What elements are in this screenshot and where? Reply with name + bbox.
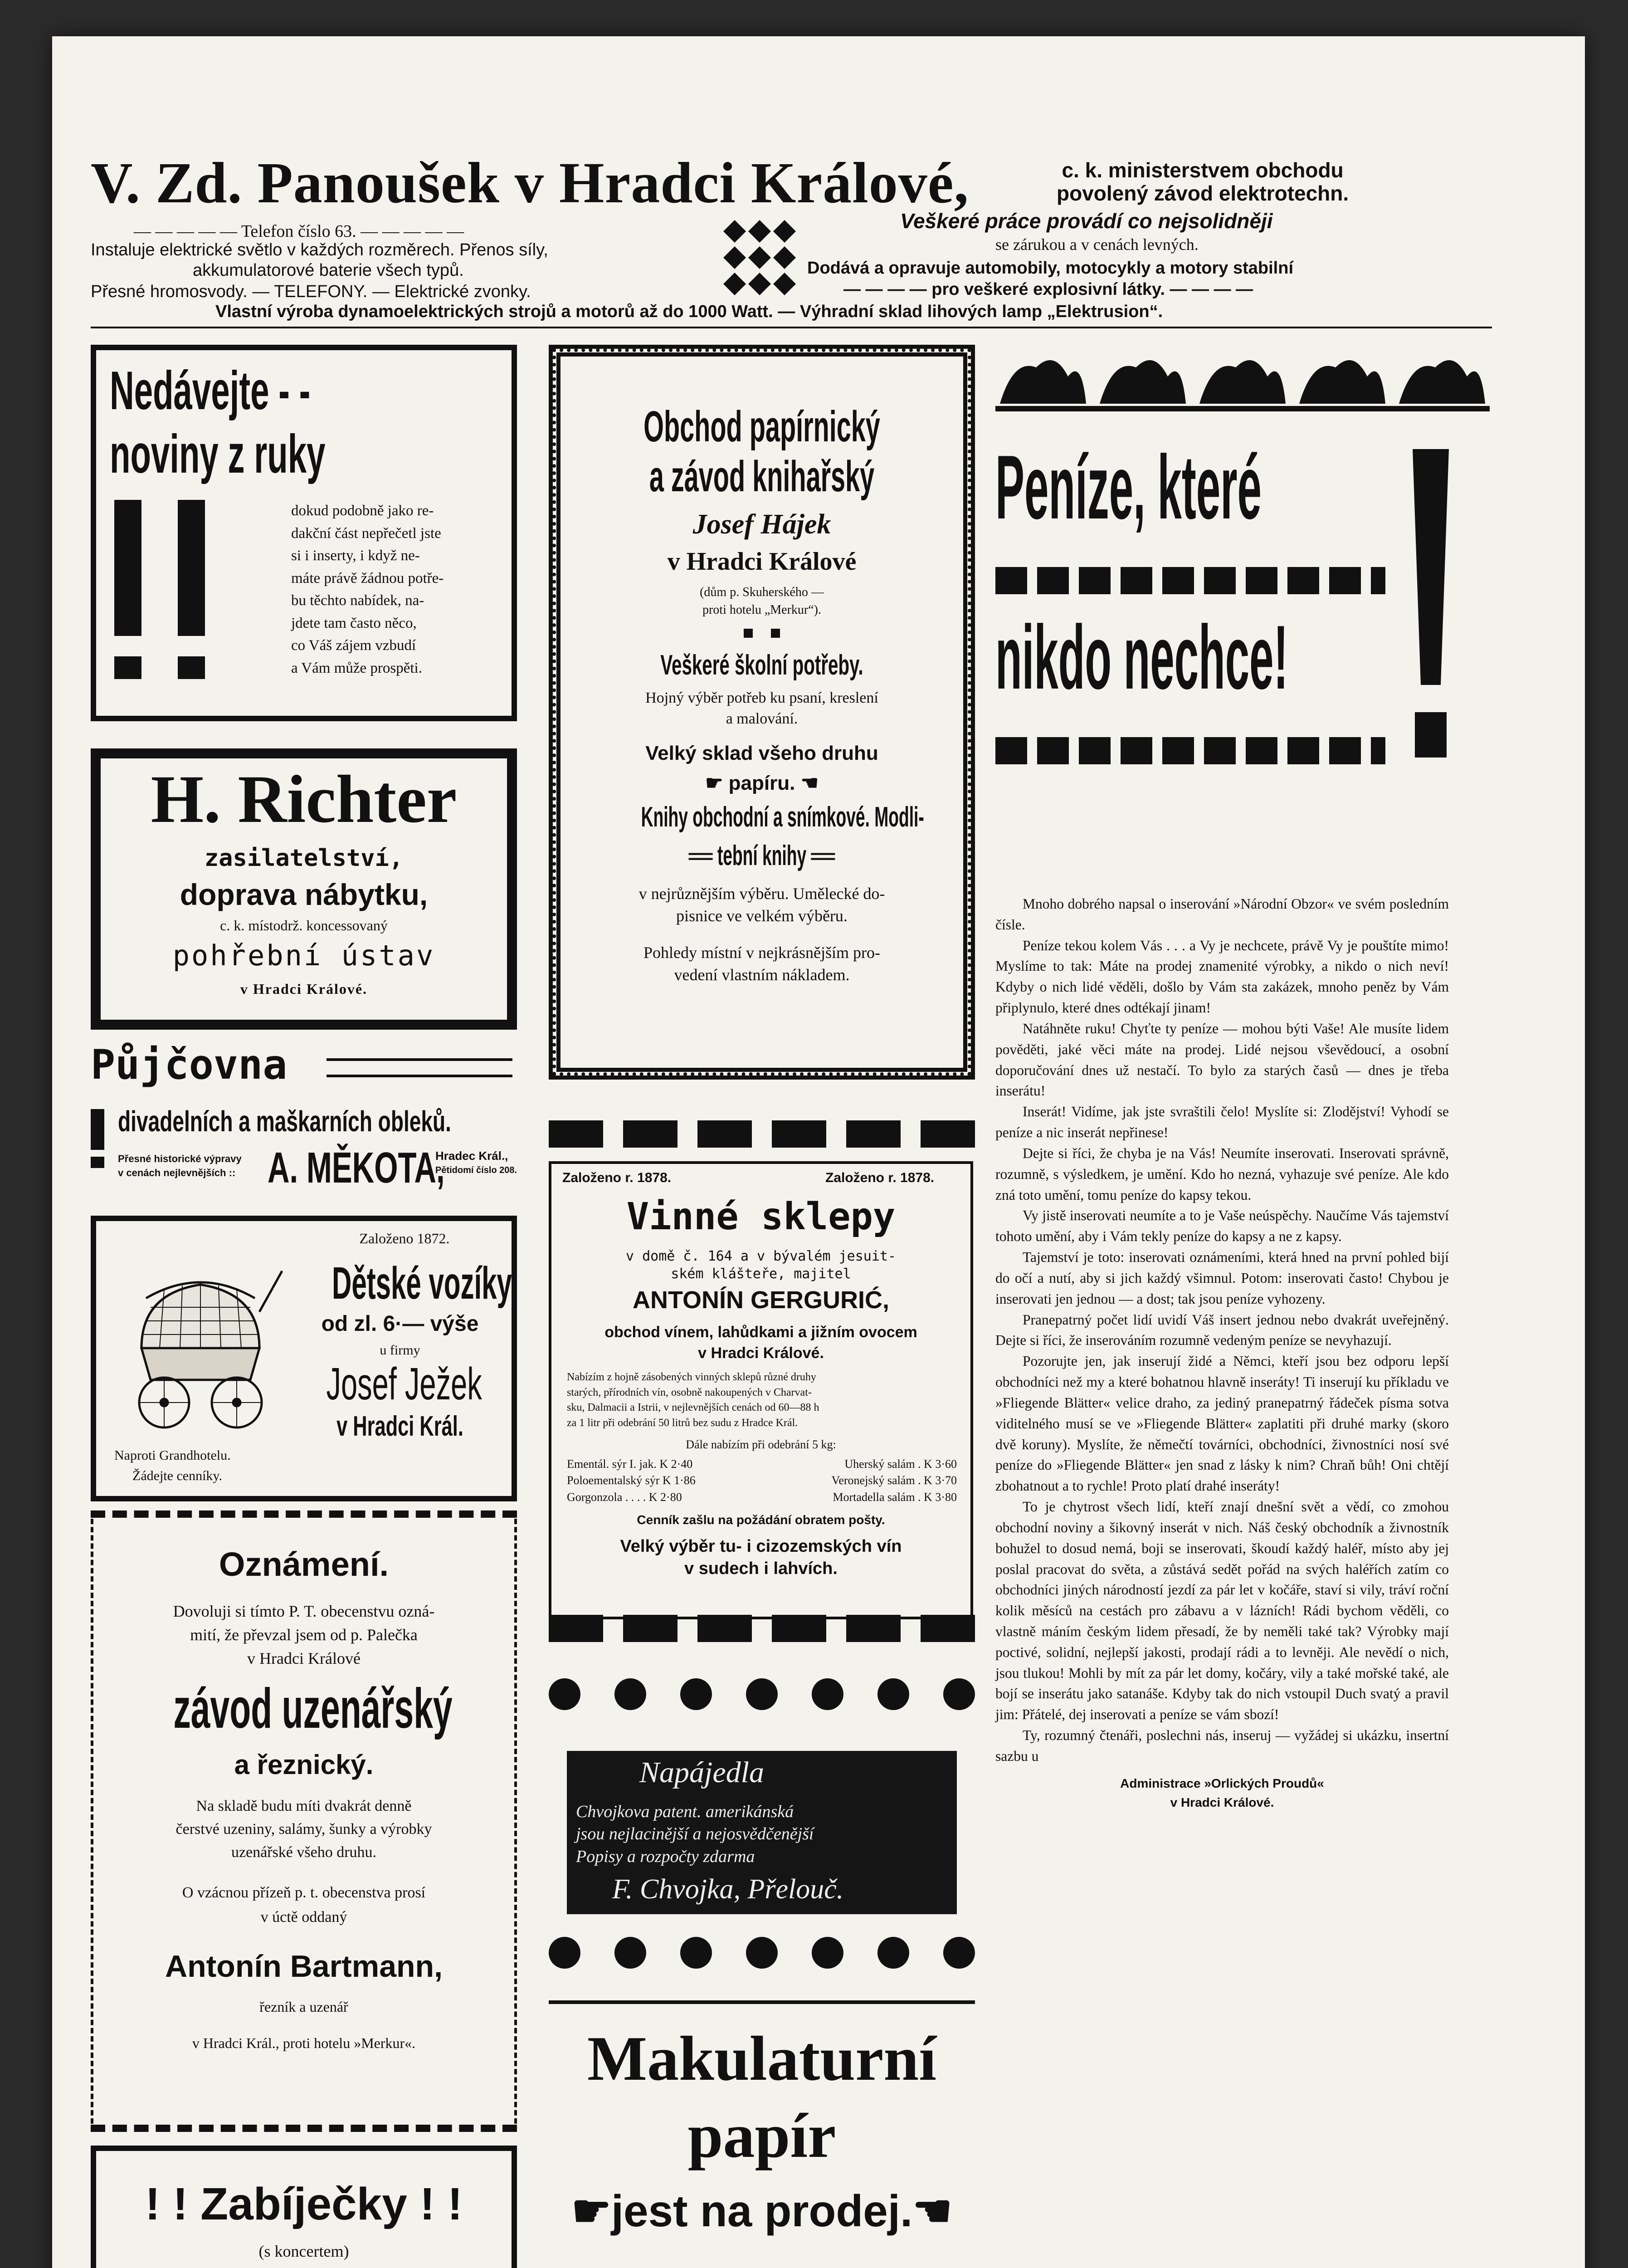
article-header <box>995 435 1490 871</box>
papir-title1: Obchod papírnický <box>643 402 880 451</box>
text-line: Na skladě budu míti dvakrát denně <box>196 1798 412 1814</box>
oznameni-favor <box>93 1881 514 1930</box>
house-line: v domě č. 164 a v bývalém jesuit- <box>625 1248 897 1264</box>
ad-voziky <box>91 1216 517 1501</box>
pujcovna-mark <box>91 1109 104 1150</box>
production-line: Vlastní výroba dynamoelektrických strojů a motorů až do 1000 Watt. — Výhradní sklad lihových lamp „Elektrusion“. <box>215 302 1163 321</box>
title3-text: jest na prodej. <box>611 2186 913 2236</box>
accu-line: akkumulatorové baterie všech typů. <box>193 261 464 280</box>
body-line: si i inserty, i když ne- <box>291 547 420 564</box>
design-line: pisnice ve velkém výběru. <box>676 906 848 925</box>
sklepy-offer <box>567 1370 957 1431</box>
floral-ornament-top <box>995 349 1490 417</box>
richter-line1: zasilatelství, <box>204 845 404 872</box>
article-paragraph: To je chytrost všech lidí, kteří znají dnešní svět a vědí, co zmohou obchodní noviny a šikovný inserát v nich. Náš český obchodník a živnostník bohužel to dosud nemá, boji se inserovati, škoudí každý haléř, místo aby jej poslal pracovat do světa, a zůstává sedět pořád na svých haléřích zatím co obchodníci jiných národností jezdí za pár let v kočáře, staví si vily, tráví roční kolik měsíců na cestách pro zábavu a v lázních! Rádi bychom věděli, co vlastně máním českým lidem přesadí, že by neměli také tak? Výrobky mají poctivé, solidní, nejlepší jakosti, prodají rádi a to levněji. Ale nevědí o nich, jsou tlukou! Mohli by mít za pár let domy, kočáry, vily a také mořské také, ale bojí se inserátu jako satanáše. Kdyby tak do nich vstoupil Duch svatý a pravil jim: Přátelé, dej inserovati a peníze se vám sbozí! <box>995 1499 1449 1723</box>
sklepy-founded-left: Založeno r. 1878. <box>562 1170 672 1185</box>
pujcovna-mark-dot <box>91 1157 104 1168</box>
exclamation-dot-2 <box>178 656 205 679</box>
sklepy-title: Vinné sklepy <box>626 1195 896 1238</box>
noviny-title1: Nedávejte - - <box>110 360 311 421</box>
cards-line: Pohledy místní v nejkrásnějším pro- <box>643 943 880 962</box>
papir-paper1: Velký sklad všeho druhu <box>645 742 878 764</box>
article-signature <box>995 1774 1449 1812</box>
offer-line: starých, přírodních vín, osobně nakoupených v Charvat- <box>567 1386 812 1398</box>
intro-line: mití, že převzal jsem od p. Palečka <box>190 1626 418 1644</box>
napajedla-title: Napájedla <box>639 1756 764 1789</box>
sklepy-catalog: Cenník zašlu na požádání obratem pošty. <box>637 1513 885 1527</box>
pujcovna-rule <box>327 1058 512 1077</box>
body-line: dokud podobně jako re- <box>291 503 434 519</box>
text-line: čerstvé uzeniny, salámy, šunky a výrobky <box>175 1821 432 1838</box>
choice-line: Velký výběr tu- i cizozemských vín <box>620 1537 902 1556</box>
oznameni-name: Antonín Bartmann, <box>165 1949 443 1984</box>
price-cell: Gorgonzola . . . . K 2·80 <box>567 1490 682 1504</box>
intro-line: Dovoluji si tímto P. T. obecenstvu ozná- <box>173 1602 435 1620</box>
price-cell: Poloementalský sýr K 1·86 <box>567 1474 696 1487</box>
books2-text: tební knihy <box>717 840 807 871</box>
house-line: proti hotelu „Merkur“). <box>702 603 822 617</box>
pujcovna-name: A. MĚKOTA, <box>268 1144 445 1192</box>
big-exclamation-icon <box>1404 449 1458 767</box>
ad-makulatura <box>549 2000 975 2268</box>
article-paragraph: Pranepatrný počet lidí uvidí Váš insert jednou nebo dvakrát uveřejněný. Dejte si říci, že inserováním rozumně vedeným peníze se nevyhazují. <box>995 1311 1449 1349</box>
business-line: obchod vínem, lahůdkami a jižním ovocem <box>604 1324 917 1341</box>
price-row <box>567 1489 957 1505</box>
ministry-note <box>1057 159 1349 205</box>
noviny-body <box>291 500 444 679</box>
exclamation-mark-2 <box>178 500 205 636</box>
cards-line: vedení vlastním nákladem. <box>674 965 850 984</box>
offer-line: Nabízím z hojně zásobených vinných sklepů různé druhy <box>567 1371 816 1383</box>
signature-line: Administrace »Orlických Proudů« <box>1120 1776 1324 1790</box>
body-line: jdete tam často něco, <box>291 615 417 631</box>
choice-line: v sudech i lahvích. <box>684 1559 838 1579</box>
papir-dots <box>561 629 963 640</box>
oznameni-title: Oznámení. <box>219 1545 389 1583</box>
pujcovna-title: Půjčovna <box>91 1041 288 1089</box>
diamond-ornament <box>723 220 796 297</box>
richter-line4: pohřební ústav <box>172 939 435 972</box>
papir-title2: a závod knihařský <box>649 452 875 501</box>
article-paragraph: Vy jistě inserovati neumíte a to je Vaše neúspěchy. Naučíme Vás tajemství tohoto umění, aby i Vám tekly peníze do kapsy a ne z kapsy. <box>995 1207 1449 1245</box>
sklepy-further: Dále nabízím při odebrání 5 kg: <box>686 1438 836 1451</box>
ad-napajedla <box>549 1678 975 1969</box>
offer-line: sku, Dalmacii a Istrii, v nejlevnějších cenách od 60—88 h <box>567 1402 819 1414</box>
body-line: a Vám může prospěti. <box>291 660 422 676</box>
article-square-row <box>995 737 1385 764</box>
article-paragraph: Pozorujte jen, jak inserují židé a Němci, kteří jsou bez odporu lepší obchodníci než my a které bohatnou hlavně inseráty! Ti inserují ku příkladu ve »Fliegende Blätter« velice draho, za jediný pranepatrný řádeček písma sotva viditelného musí se ve »Fliegende Blätter« zaplatiti při druhé marky (skoro dvě koruny). Myslíte, že němečtí továrníci, obchodníci, živnostníci nosí své peníze do »Fliegende Blätter« jen snad z lásky k nim? Chraň bůh! Oni chtějí zbohatnout a to rychle! Proto platí drahé inseráty! <box>995 1353 1449 1494</box>
ministry-line1: c. k. ministerstvem obchodu <box>1062 158 1344 182</box>
papir-paper2 <box>561 772 963 795</box>
papir-books2 <box>641 840 883 872</box>
ad-pujcovna <box>91 1041 517 1218</box>
script-line: Popisy a rozpočty zdarma <box>576 1847 755 1866</box>
makulatura-title3 <box>549 2185 975 2237</box>
papir-design <box>561 883 963 927</box>
richter-line2: doprava nábytku, <box>180 878 428 911</box>
pointing-hand-icon: ☚ <box>795 772 819 794</box>
price-row <box>567 1456 957 1472</box>
exclamation-dot-1 <box>114 656 141 679</box>
ad-richter <box>91 748 517 1030</box>
sklepy-house <box>549 1247 973 1283</box>
rule-icon: ══ <box>806 840 835 871</box>
pujcovna-small-left <box>118 1152 242 1180</box>
richter-line5: v Hradci Králové. <box>240 981 368 997</box>
papir-school: Veškeré školní potřeby. <box>660 650 863 681</box>
voziky-city: v Hradci Král. <box>336 1411 463 1442</box>
exclamation-mark-1 <box>114 500 141 636</box>
oznameni-role: řezník a uzenář <box>259 1999 348 2015</box>
body-line: dakční část nepřečetl jste <box>291 525 441 542</box>
house-line: ském klášteře, majitel <box>671 1266 851 1282</box>
oznameni-text <box>93 1794 514 1864</box>
oznameni-intro <box>93 1599 514 1671</box>
choice-line: Hojný výběr potřeb ku psaní, kreslení <box>645 689 878 706</box>
body-line: co Váš zájem vzbudí <box>291 637 416 654</box>
voziky-text <box>287 1257 513 1442</box>
makulatura-title1: Makulaturní <box>587 2024 937 2094</box>
ad-noviny <box>91 345 517 721</box>
voziky-founded: Založeno 1872. <box>359 1230 450 1246</box>
intro-line: v Hradci Králové <box>247 1649 361 1668</box>
article-exclamation <box>1404 449 1458 767</box>
pointing-hand-icon: ☛ <box>705 772 729 794</box>
noviny-title2: noviny z ruky <box>110 424 326 484</box>
choice-line: a malování. <box>726 710 798 727</box>
favor-line: O vzácnou přízeň p. t. obecenstva prosí <box>182 1884 426 1901</box>
lightning-line: Přesné hromosvody. — TELEFONY. — Elektrické zvonky. <box>91 282 531 301</box>
article-paragraph: Ty, rozumný čtenáři, poslechni nás, inseruj — vyžádej si ukázku, insertní sazbu u <box>995 1727 1449 1764</box>
papir-cards <box>561 942 963 986</box>
voziky-title: Dětské vozíky <box>332 1258 512 1309</box>
price-cell: Ementál. sýr I. jak. K 2·40 <box>567 1457 693 1471</box>
napajedla-panel <box>567 1751 957 1914</box>
guarantee-line: se zárukou a v cenách levných. <box>995 235 1199 254</box>
article-paragraph: Inserát! Vidíme, jak jste svraštili čelo! Myslíte si: Zlodějství! Vyhodí se peníze a nic inserát nepřinese! <box>995 1104 1449 1141</box>
house-line: (dům p. Skuherského — <box>700 585 824 599</box>
offer-line: za 1 litr při odebrání 50 litrů bez sudu z Hradce Král. <box>567 1417 798 1429</box>
install-line: Instaluje elektrické světlo v každých rozměrech. Přenos síly, <box>91 240 548 259</box>
article-paragraph: Natáhněte ruku! Chyťte ty peníze — mohou býti Vaše! Ale musíte lidem pověděti, jaké věci máte na prodej. Lidé nejsou vševědoucí, a osobní doporučování dnes už nestačí. To bylo za starých časů — dnes je třeba inserátu! <box>995 1020 1449 1099</box>
oznameni-address: v Hradci Král., proti hotelu »Merkur«. <box>192 2035 416 2051</box>
company-name: V. Zd. Panoušek v Hradci Králové, <box>91 151 969 215</box>
explosive-line: — — — — pro veškeré explosivní látky. — — — — <box>843 280 1253 299</box>
supplies-line: Dodává a opravuje automobily, motocykly a motory stabilní <box>807 259 1293 278</box>
price-row <box>567 1472 957 1489</box>
exclamation-marks <box>114 500 219 681</box>
article-paragraph: Peníze tekou kolem Vás . . . a Vy je nechcete, právě Vy je pouštíte mimo! Myslíme to tak: Máte na prodej znamenité výrobky, a nikdo o nich neví! Kdyby o nich lidé věděli, došlo by Vám sta zakázek, mnoho peněz by Vám připlynulo, které dnes odtékají jinam! <box>995 937 1449 1016</box>
favor-line: v úctě oddaný <box>260 1909 347 1926</box>
article-paragraph: Dejte si říci, že chyba je na Vás! Neumíte inserovati. Inserovati správně, rozumně, s výsledkem, je umění. Kdo ho nezná, vyhazuje své peníze. Ale kdo zná toto umění, tomu peníze do kapsy tekou. <box>995 1145 1449 1203</box>
small-right-line: Pětidomí číslo 208. <box>435 1165 517 1176</box>
newspaper-page <box>52 36 1585 2268</box>
sklepy-prices <box>567 1456 957 1505</box>
phone-line: — — — — — Telefon číslo 63. — — — — — <box>134 222 464 241</box>
script-line: jsou nejlacinější a nejosvědčenější <box>576 1824 814 1844</box>
papir-books1: Knihy obchodní a snímkové. Modli- <box>641 802 924 833</box>
napajedla-signature: F. Chvojka, Přelouč. <box>612 1874 844 1905</box>
works-line: Veškeré práce provádí co nejsolidněji <box>900 209 1273 233</box>
makulatura-title2: papír <box>687 2101 836 2171</box>
sklepy-owner: ANTONÍN GERGURIĆ, <box>632 1286 890 1314</box>
rule-icon: ══ <box>688 840 717 871</box>
richter-line3: c. k. místodrž. koncessovaný <box>220 917 388 934</box>
dot <box>771 629 780 638</box>
article-square-row <box>995 567 1385 594</box>
papir-name: Josef Hájek <box>692 509 831 540</box>
price-cell: Uherský salám . K 3·60 <box>844 1457 957 1471</box>
ministry-line2: povolený závod elektrotechn. <box>1057 181 1349 205</box>
zabijecky-concert: (s koncertem) <box>258 2242 349 2260</box>
body-line: bu těchto nabídek, na- <box>291 592 424 609</box>
pujcovna-subtitle: divadelních a maškarních obleků. <box>118 1105 451 1138</box>
business-line: v Hradci Králové. <box>698 1344 824 1362</box>
article-paragraph: Tajemství je toto: inserovati oznámeními, která hned na první pohled bijí do očí a nutí, aby si jich každý všimnul. Potom: inserovati často! Chybou je inserovati jen jednou — a dost; tak jsou peníze vyhozeny. <box>995 1249 1449 1307</box>
voziky-opposite: Naproti Grandhotelu. <box>114 1448 231 1463</box>
papir-choice <box>561 688 963 729</box>
ad-oznameni <box>91 1510 517 2132</box>
voziky-firm: u firmy <box>380 1343 420 1358</box>
zabijecky-title: ! ! Zabíječky ! ! <box>145 2179 463 2229</box>
voziky-price: od zl. 6·— výše <box>321 1312 479 1336</box>
paper2-text: papíru. <box>728 772 795 794</box>
oznameni-big: závod uzenářský <box>173 1677 453 1740</box>
article-title1: Peníze, které <box>995 437 1262 538</box>
pointing-hand-icon: ☚ <box>912 2186 953 2236</box>
napajedla-script <box>576 1801 814 1868</box>
small-left-line: Přesné historické výpravy <box>118 1153 242 1164</box>
ad-sklepy <box>549 1120 975 1642</box>
small-left-line: v cenách nejlevnějších :: <box>118 1167 236 1178</box>
price-cell: Mortadella salám . K 3·80 <box>833 1490 957 1504</box>
signature-line: v Hradci Králové. <box>1170 1795 1274 1809</box>
article-paragraph: Mnoho dobrého napsal o inserování »Národní Obzor« ve svém posledním čísle. <box>995 896 1449 933</box>
sklepy-business <box>549 1322 973 1364</box>
design-line: v nejrůznějším výběru. Umělecké do- <box>639 885 885 903</box>
price-cell: Veronejský salám . K 3·70 <box>831 1474 957 1487</box>
article-title2: nikdo nechce! <box>995 607 1288 708</box>
pram-illustration <box>114 1253 287 1434</box>
oznameni-sub: a řeznický. <box>234 1750 374 1780</box>
voziky-name: Josef Ježek <box>326 1359 482 1409</box>
papir-house <box>561 583 963 619</box>
ad-zabijecky <box>91 2146 517 2268</box>
small-right-line: Hradec Král., <box>435 1149 508 1163</box>
sklepy-choice <box>549 1535 973 1580</box>
script-line: Chvojkova patent. amerikánská <box>576 1802 794 1821</box>
text-line: uzenářské všeho druhu. <box>231 1844 377 1861</box>
richter-name: H. Richter <box>151 762 457 837</box>
body-line: máte právě žádnou potře- <box>291 570 444 587</box>
dot <box>744 629 753 638</box>
voziky-ask: Žádejte cenníky. <box>132 1468 222 1483</box>
papir-city: v Hradci Králové <box>667 547 857 576</box>
pujcovna-small-right <box>435 1148 517 1177</box>
ad-papirnictvi <box>549 345 975 1080</box>
article-body <box>995 894 1449 1812</box>
sklepy-founded-right: Založeno r. 1878. <box>825 1170 935 1185</box>
pointing-hand-icon: ☛ <box>571 2186 611 2236</box>
header-rule <box>91 327 1492 328</box>
